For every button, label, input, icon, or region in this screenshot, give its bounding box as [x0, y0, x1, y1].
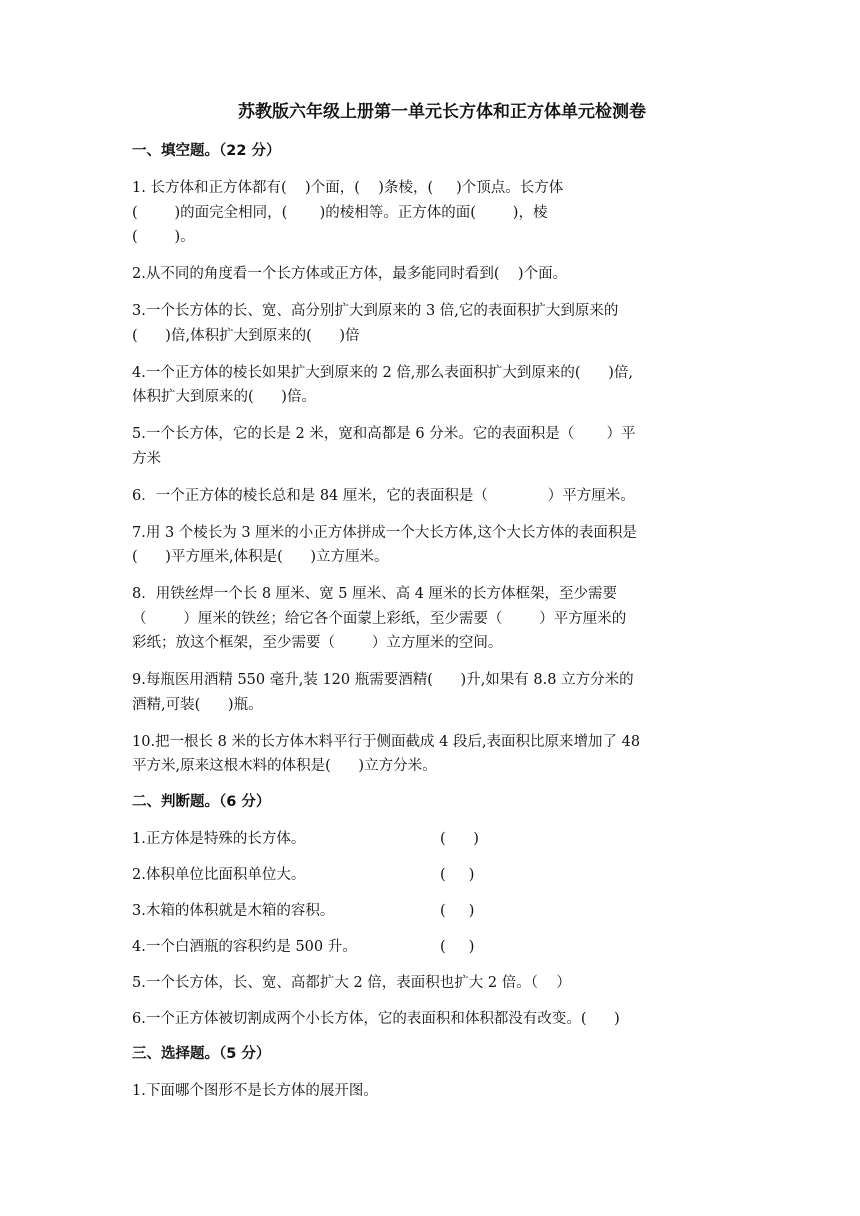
judgement-question-text: 4.一个白酒瓶的容积约是 500 升。 [132, 939, 357, 955]
fill-blank-question-10: 10.把一根长 8 米的长方体木料平行于侧面截成 4 段后,表面积比原来增加了 48 平方米,原来这根木料的体积是( )立方分米。 [132, 733, 641, 774]
fill-blank-question-9: 9.每瓶医用酒精 550 毫升,装 120 瓶需要酒精( )升,如果有 8.8 立方分米的 酒精,可装( )瓶。 [132, 672, 634, 713]
judgement-question-text: 6.一个正方体被切割成两个小长方体，它的表面积和体积都没有改变。( ) [132, 1011, 620, 1027]
judgement-question-text: 2.体积单位比面积单位大。 [132, 867, 306, 883]
judgement-question-4 [132, 935, 732, 960]
answer-blank: ( ) [440, 903, 475, 919]
choice-question-1: 1.下面哪个图形不是长方体的展开图。 [132, 1083, 378, 1099]
answer-blank: ( ) [440, 867, 475, 883]
fill-blank-question-8: 8．用铁丝焊一个长 8 厘米、宽 5 厘米、高 4 厘米的长方体框架，至少需要 （ ）厘米的铁丝；给它各个面蒙上彩纸，至少需要（ ）平方厘米的 彩纸；放这个框架，至少需要（ ）立方厘米的空间。 [132, 586, 627, 651]
fill-blank-question-5: 5.一个长方体，它的长是 2 米，宽和高都是 6 分米。它的表面积是（ ）平 方米 [132, 426, 636, 467]
judgement-question-2 [132, 863, 732, 888]
section-heading-fill-blank: 一、填空题。（22 分） [132, 143, 281, 159]
fill-blank-question-3: 3.一个长方体的长、宽、高分别扩大到原来的 3 倍,它的表面积扩大到原来的 ( )倍,体积扩大到原来的( )倍 [132, 303, 619, 344]
judgement-question-6 [132, 1007, 732, 1032]
fill-blank-question-4: 4.一个正方体的棱长如果扩大到原来的 2 倍,那么表面积扩大到原来的( )倍, 体积扩大到原来的( )倍。 [132, 364, 633, 405]
judgement-question-text: 5.一个长方体，长、宽、高都扩大 2 倍，表面积也扩大 2 倍。（ ） [132, 975, 571, 991]
section-heading-choice: 三、选择题。（5 分） [132, 1046, 271, 1062]
judgement-question-5 [132, 971, 732, 996]
judgement-question-1 [132, 827, 732, 852]
judgement-question-text: 3.木箱的体积就是木箱的容积。 [132, 903, 335, 919]
fill-blank-question-1: 1. 长方体和正方体都有( )个面，( )条棱，( )个顶点。长方体 ( )的面完全相同，( )的棱相等。正方体的面( )，棱 ( )。 [132, 180, 564, 245]
section-heading-judgement: 二、判断题。（6 分） [132, 794, 271, 810]
answer-blank: ( ) [440, 831, 479, 847]
answer-blank: ( ) [440, 939, 475, 955]
fill-blank-question-2: 2.从不同的角度看一个长方体或正方体，最多能同时看到( )个面。 [132, 266, 568, 282]
fill-blank-question-6: 6．一个正方体的棱长总和是 84 厘米，它的表面积是（ ）平方厘米。 [132, 487, 635, 504]
judgement-question-text: 1.正方体是特殊的长方体。 [132, 831, 306, 847]
document-title: 苏教版六年级上册第一单元长方体和正方体单元检测卷 [238, 102, 646, 122]
fill-blank-question-7: 7.用 3 个棱长为 3 厘米的小正方体拼成一个大长方体,这个大长方体的表面积是 ( )平方厘米,体积是( )立方厘米。 [132, 524, 637, 565]
judgement-question-3 [132, 899, 732, 924]
